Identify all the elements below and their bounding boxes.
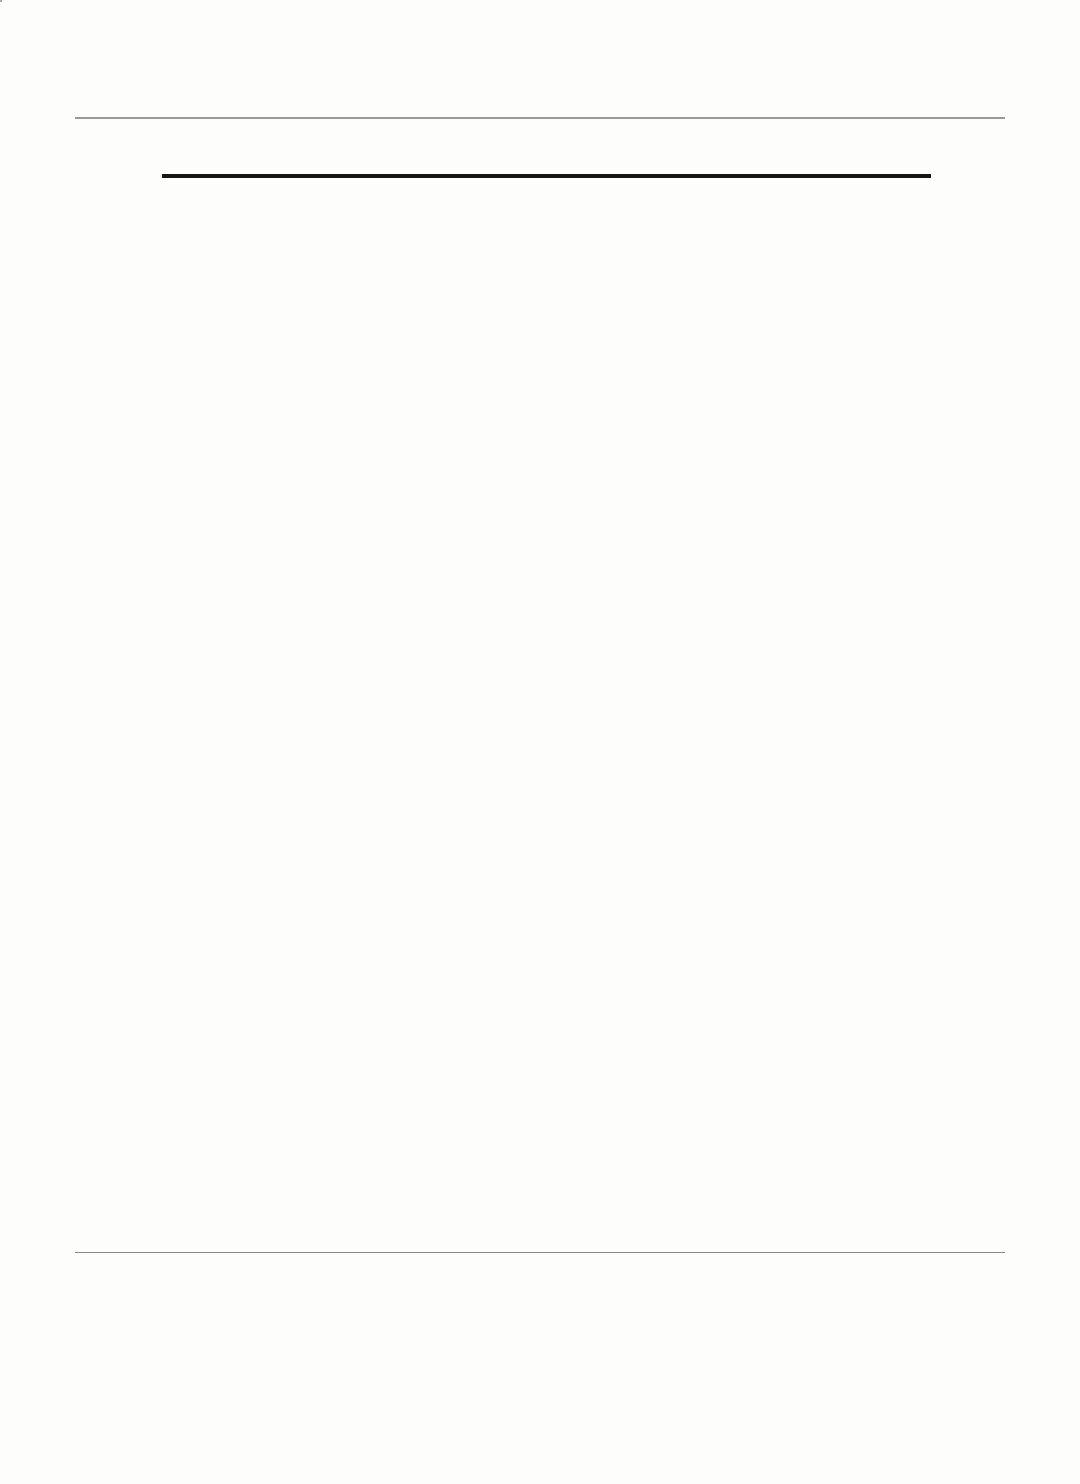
left-tick-strip [0, 0, 2, 2]
footer-divider [75, 1252, 1005, 1253]
header-divider [75, 117, 1005, 119]
pattern-grid [162, 174, 931, 178]
